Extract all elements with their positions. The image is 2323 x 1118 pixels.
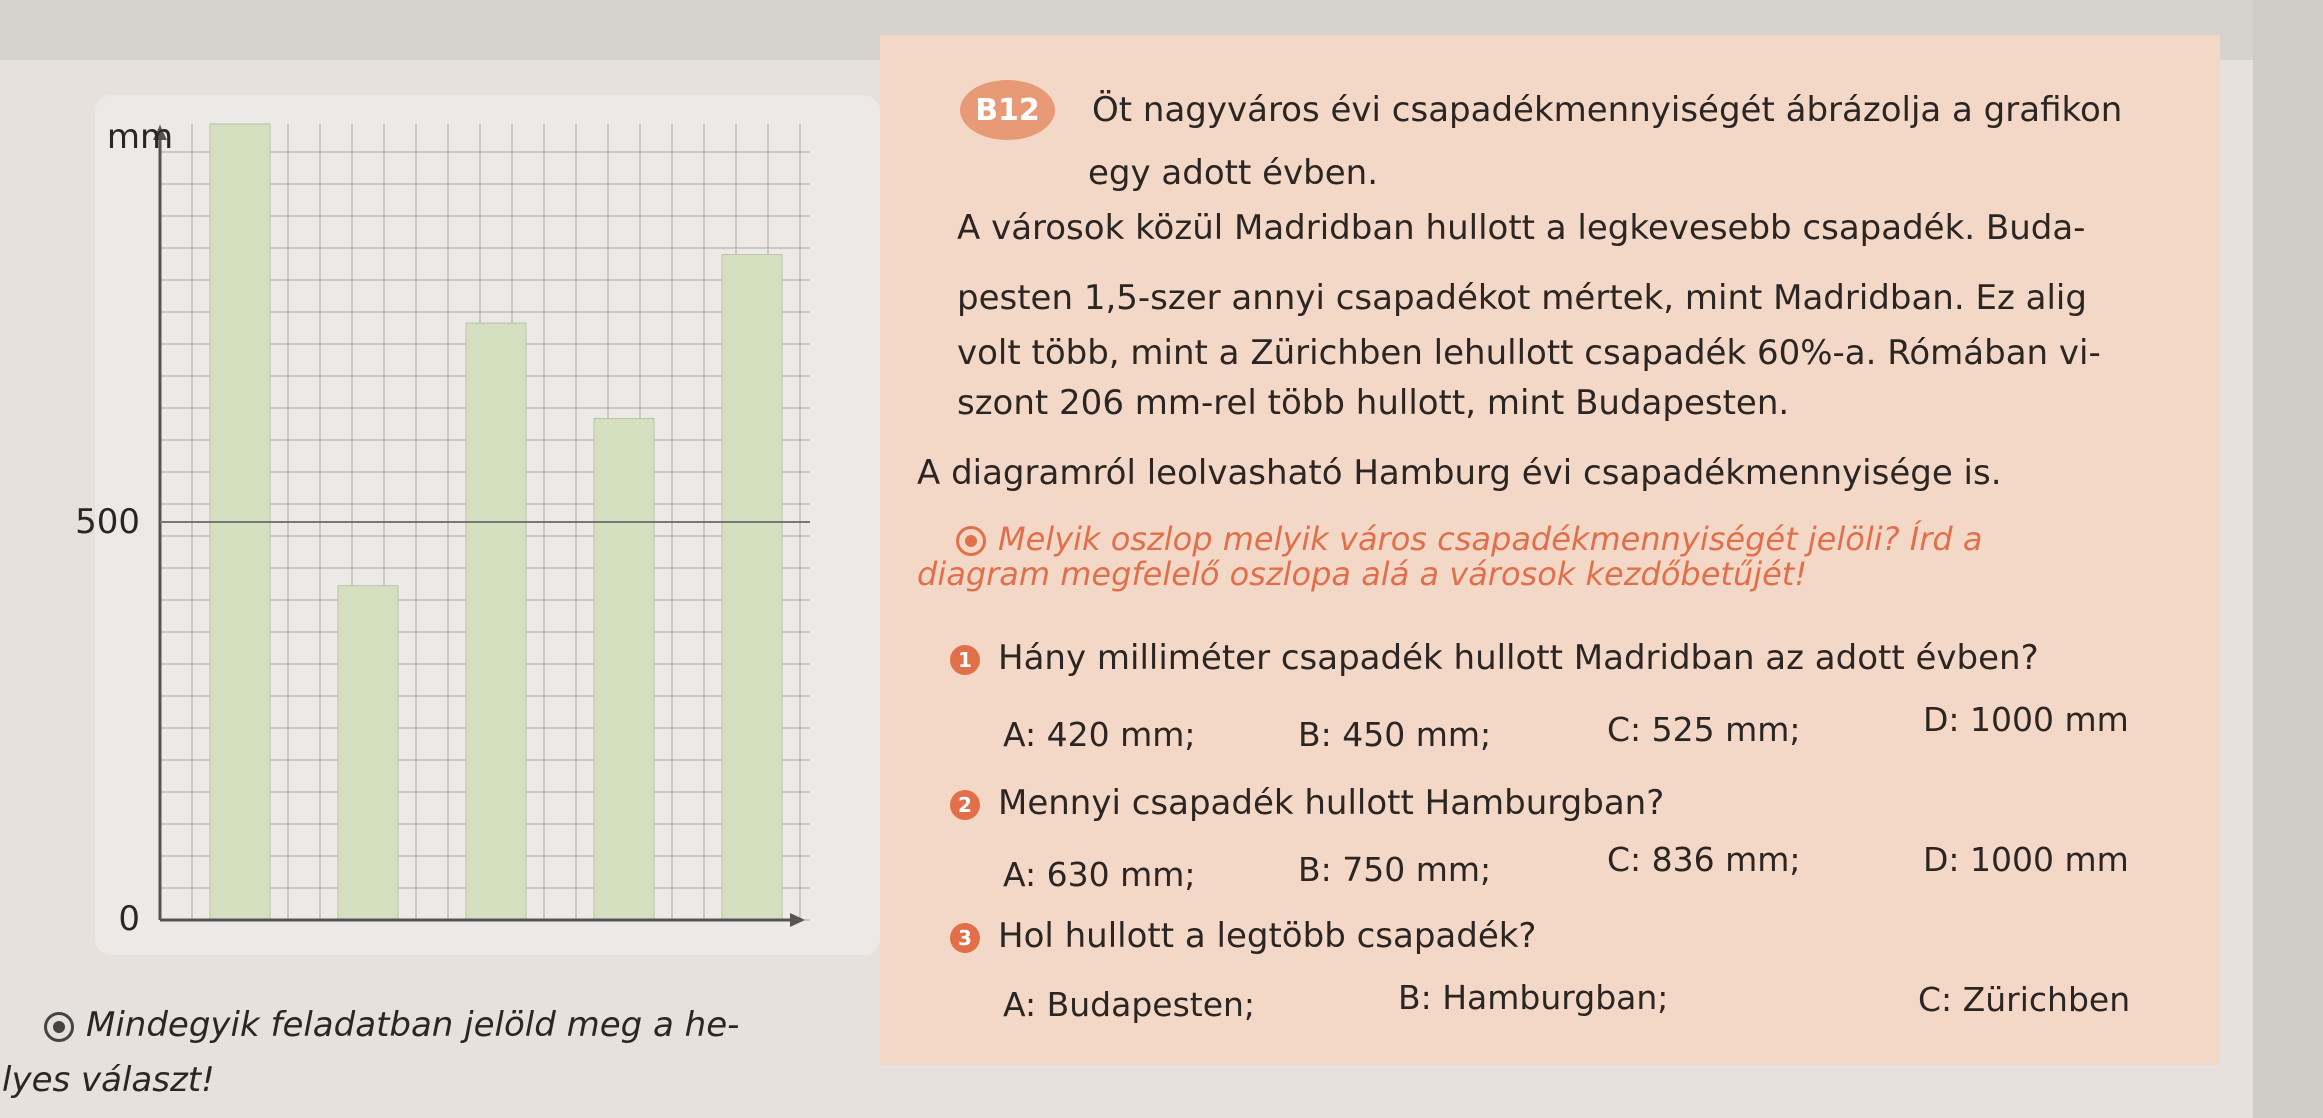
intro-line-2: egy adott évben. [1088,153,1379,193]
page-right-edge [2253,0,2323,1118]
q2-option-a[interactable]: A: 630 mm; [1003,855,1196,894]
q3-option-c[interactable]: C: Zürichben [1918,980,2131,1019]
question-1-text: Hány milliméter csapadék hullott Madridban az adott évben? [998,638,2039,678]
paragraph-line-5: A diagramról leolvasható Hamburg évi csapadékmennyisége is. [917,453,2002,493]
hint-bullet-icon [956,526,986,556]
q3-option-b[interactable]: B: Hamburgban; [1398,978,1669,1017]
question-1 [950,640,2039,677]
hint-line-2: diagram megfelelő oszlopa alá a városok kezdőbetűjét! [917,555,1808,593]
bar-chart [0,0,880,1000]
q1-option-b[interactable]: B: 450 mm; [1298,715,1492,754]
q1-option-a[interactable]: A: 420 mm; [1003,715,1196,754]
question-3-text: Hol hullott a legtöbb csapadék? [998,916,1537,956]
paragraph-line-2: pesten 1,5-szer annyi csapadékot mértek, mint Madridban. Ez alig [957,278,2087,318]
question-2-number-icon: 2 [950,790,980,820]
hint-line-1 [956,520,1982,558]
q2-option-d[interactable]: D: 1000 mm [1923,840,2129,879]
paragraph-line-3: volt több, mint a Zürichben lehullott csapadék 60%-a. Rómában vi- [957,333,2101,373]
question-1-number-icon: 1 [950,645,980,675]
q1-option-c[interactable]: C: 525 mm; [1607,710,1801,749]
q3-option-a[interactable]: A: Budapesten; [1003,985,1256,1024]
exercise-badge: B12 [960,80,1055,140]
question-3 [950,918,1536,955]
paragraph-line-1: A városok közül Madridban hullott a legkevesebb csapadék. Buda- [957,208,2086,248]
bottom-note-line-1 [44,1005,739,1045]
bottom-note-line-2: lyes választ! [2,1060,215,1100]
q1-option-d[interactable]: D: 1000 mm [1923,700,2129,739]
hint-text-1: Melyik oszlop melyik város csapadékmennyiségét jelöli? Írd a [998,520,1983,558]
question-3-number-icon: 3 [950,923,980,953]
q2-option-b[interactable]: B: 750 mm; [1298,850,1492,889]
y-tick-label-0: 0 [118,899,140,939]
note-bullet-icon [44,1012,74,1042]
bar-4 [594,419,654,920]
bar-3 [466,323,526,920]
question-2 [950,785,1664,822]
bar-5 [722,255,782,920]
bottom-note-text-1: Mindegyik feladatban jelöld meg a he- [86,1005,740,1045]
question-2-text: Mennyi csapadék hullott Hamburgban? [998,783,1665,823]
x-axis-arrow-icon [790,913,805,927]
y-tick-label-500: 500 [75,502,140,542]
y-axis-label: mm [106,117,174,157]
q2-option-c[interactable]: C: 836 mm; [1607,840,1801,879]
paragraph-line-4: szont 206 mm-rel több hullott, mint Budapesten. [957,383,1790,423]
intro-line-1: Öt nagyváros évi csapadékmennyiségét ábrázolja a grafikon [1092,90,2123,130]
bar-2 [338,586,398,920]
